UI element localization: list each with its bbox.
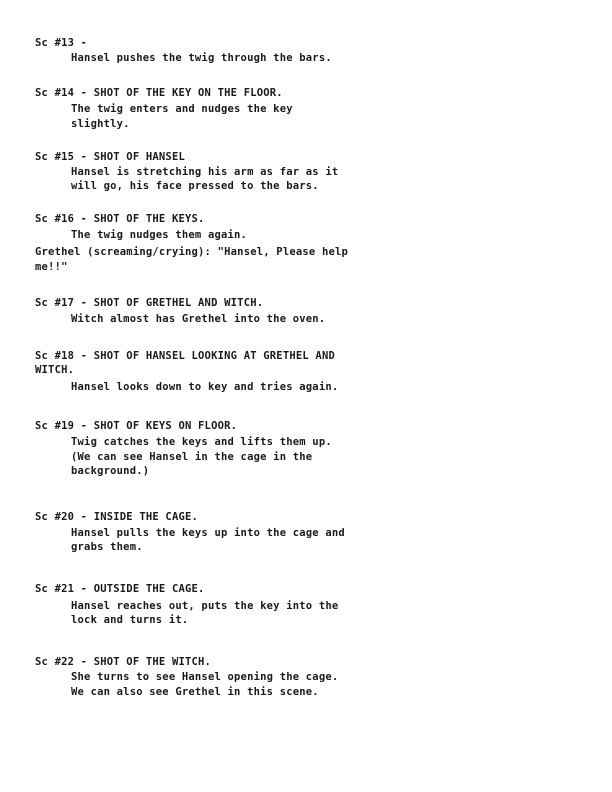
scene-action-line: lock and turns it. xyxy=(71,614,189,626)
scene-heading: Sc #14 - SHOT OF THE KEY ON THE FLOOR. xyxy=(35,87,283,99)
scene-action-line: (We can see Hansel in the cage in the xyxy=(71,451,313,463)
scene-action-line: Hansel looks down to key and tries again. xyxy=(71,381,339,393)
scene-action-line: Twig catches the keys and lifts them up. xyxy=(71,436,332,448)
dialogue-line: me!!" xyxy=(35,261,68,273)
scene-action-line: will go, his face pressed to the bars. xyxy=(71,180,319,192)
scene-action-line: grabs them. xyxy=(71,541,143,553)
scene-action-line: She turns to see Hansel opening the cage. xyxy=(71,671,339,683)
scene-heading: Sc #17 - SHOT OF GRETHEL AND WITCH. xyxy=(35,297,264,309)
scene-heading: Sc #16 - SHOT OF THE KEYS. xyxy=(35,213,205,225)
scene-action-line: Witch almost has Grethel into the oven. xyxy=(71,313,326,325)
scene-action-line: Hansel is stretching his arm as far as it xyxy=(71,166,339,178)
scene-heading: Sc #21 - OUTSIDE THE CAGE. xyxy=(35,583,205,595)
scene-heading-continued: WITCH. xyxy=(35,364,75,376)
scene-action-line: Hansel pushes the twig through the bars. xyxy=(71,52,332,64)
scene-heading: Sc #13 - xyxy=(35,37,88,49)
scene-heading: Sc #19 - SHOT OF KEYS ON FLOOR. xyxy=(35,420,238,432)
dialogue-line: Grethel (screaming/crying): "Hansel, Please help xyxy=(35,246,349,258)
scene-heading: Sc #22 - SHOT OF THE WITCH. xyxy=(35,656,212,668)
scene-action-line: The twig enters and nudges the key xyxy=(71,103,293,115)
scene-action-line: slightly. xyxy=(71,118,130,130)
scene-action-line: We can also see Grethel in this scene. xyxy=(71,686,319,698)
scene-action-line: Hansel reaches out, puts the key into the xyxy=(71,600,339,612)
scene-action-line: Hansel pulls the keys up into the cage and xyxy=(71,527,345,539)
scene-heading: Sc #18 - SHOT OF HANSEL LOOKING AT GRETHEL AND xyxy=(35,350,335,362)
scene-action-line: The twig nudges them again. xyxy=(71,229,248,241)
scene-action-line: background.) xyxy=(71,465,150,477)
scene-heading: Sc #20 - INSIDE THE CAGE. xyxy=(35,511,199,523)
scene-heading: Sc #15 - SHOT OF HANSEL xyxy=(35,151,185,163)
